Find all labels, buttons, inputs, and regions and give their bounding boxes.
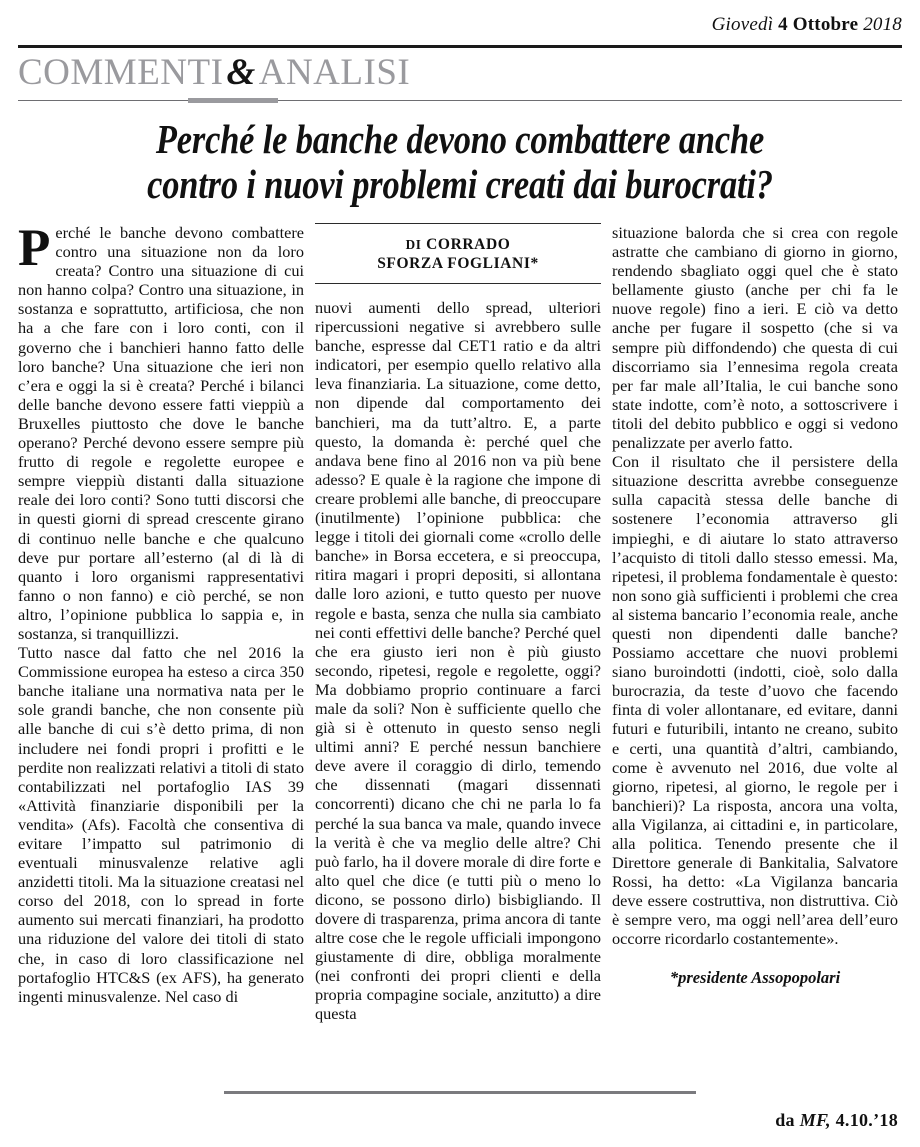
section-rule-thin <box>18 100 902 101</box>
dateline-weekday: Giovedì <box>711 14 774 35</box>
section-word-one: COMMENTI <box>18 52 224 93</box>
bottom-rule-container <box>18 1091 902 1094</box>
byline-text <box>315 224 601 283</box>
byline-rule-bottom <box>315 283 601 284</box>
headline-line-2: contro i nuovi problemi creati dai burocrati? <box>147 161 773 207</box>
column-one-body <box>18 219 304 1006</box>
dateline-year: 2018 <box>863 14 902 35</box>
column-two-body <box>315 298 601 1024</box>
byline-line-1 <box>315 235 601 254</box>
byline <box>315 223 601 284</box>
source-name: MF, <box>799 1110 831 1130</box>
byline-prefix: DI <box>405 237 422 252</box>
paragraph: situazione balorda che si crea con regole astratte che cambiano di giorno in giorno, rendendo sbagliato oggi quel che è stato bellamente giusto (anche per chi fa le nuove regole) fino a ieri. E ciò va detto anche per fugare il sospetto (che si va sempre più diffondendo) che questa di cui discorriamo sia l’ennesima regola creata per far male all’Italia, le cui banche sono state indotte, com’è noto, a sottoscrivere i titoli del debito pubblico e oggi si vedono penalizzate per averlo fatto. <box>612 223 898 453</box>
column-one <box>18 219 304 1006</box>
bottom-rule <box>224 1091 696 1094</box>
dateline-day: 4 <box>778 14 788 35</box>
byline-line-2: SFORZA FOGLIANI* <box>377 255 539 272</box>
paragraph: Perché le banche devono combattere contro una situazione non da loro creata? Contro una situazione di cui non hanno colpa? Contro una situazione, in sostanza e soprattutto, artificiosa, che non ha a che fare con i loro conti, con il governo che i banchieri hanno fatto delle loro banche? Una situazione che ieri non c’era e oggi la si è creata? Perché i bilanci delle banche devono essere fatti vieppiù a Bruxelles piuttosto che dove le banche operano? Perché devono essere sempre più frutto di regole e regolette europee e sempre vieppiù distanti dalla situazione reale dei loro conti? Sono tutti discorsi che in questi giorni di spread crescente girano di continuo nelle banche e che qualcuno deve pur portare all’esterno (al di là di quanto i loro organismi rappresentativi fanno o non fanno) e ciò perché, se non altro, l’opinione pubblica lo sappia e, in sostanza, si tranquillizzi. <box>18 219 304 643</box>
paragraph: nuovi aumenti dello spread, ulteriori ripercussioni negative si avrebbero sulle banche, espresse dal CET1 ratio e da altri indicatori, per esempio quello relativo alla leva finanziaria. La situazione, come detto, non dipende dal comportamento dei banchieri, ma da tutt’altro. E, a parte questo, la domanda è: perché quel che andava bene fino al 2016 non va più bene adesso? E quale è la ragione che impone di creare problemi alle banche, di preoccupare (inutilmente) l’opinione pubblica: che legge i titoli dei giornali come «crollo delle banche» in Borsa eccetera, e si preoccupa, ritira magari i propri depositi, si allontana dalle loro azioni, e tutto questo per nuove regole e basta, senza che nulla sia cambiato nei conti effettivi delle banche? Perché quel che era giusto ieri non è più giusto secondo, ripetesi, regole e regolette, oggi? Ma dobbiamo proprio continuare a farci male da soli? Non è sufficiente quello che già si è ottenuto in questo senso negli ultimi anni? E perché nessun banchiere deve avere il coraggio di dirlo, temendo che dissennati (magari dissennati concorrenti) dicano che chi ne parla lo fa perché la sua banca va male, quando invece la verità è che va meglio delle altre? Chi può farlo, ha il dovere morale di dire forte e alto quel che dice (e tutti più o meno lo dicono, se possono dirlo) bisbigliando. Il dovere di trasparenza, prima ancora di tante altre cose che le regole ufficiali impongono giustamente di dire, obbliga moralmente (nei confronti dei propri clienti e della propria compagine sociale, anzitutto) a dire questa <box>315 298 601 1024</box>
author-credit: *presidente Assopopolari <box>669 967 841 987</box>
paragraph: Con il risultato che il persistere della situazione descritta avrebbe conseguenze sulla capacità stessa delle banche di sostenere l’economia attraverso gli impieghi, e di aiutare lo stato attraverso l’acquisto di titoli dallo stesso emessi. Ma, ripetesi, il problema fondamentale è questo: non sono già sufficienti i problemi che crea al sistema bancario l’economia reale, anche questi non dipendenti dalle banche? Possiamo accettare che nuovi problemi siano buroindotti (indotti, cioè, solo dalla burocrazia, da teste d’uovo che facendo finta di voler allontanare, ed evitare, danni futuri e futuribili, intanto ne creano, subito e certi, una quantità d’altri, cambiando, come è avvenuto nel 2016, due volte al giorno, ripetesi, al giorno, le regole per i banchieri)? La risposta, ancora una volta, alla Vigilanza, ai cittadini e, in particolare, alla politica. Tenendo presente che il Direttore generale di Bankitalia, Salvatore Rossi, ha detto: «La Vigilanza bancaria deve essere costruttiva, non distruttiva. Ciò è sempre vero, ma oggi nell’area dell’euro occorre ricordarlo costantemente». <box>612 452 898 949</box>
column-three <box>612 223 898 988</box>
source-date: 4.10.’18 <box>835 1110 898 1130</box>
top-rule <box>18 45 902 48</box>
source-prefix: da <box>775 1110 795 1130</box>
headline-line-1: Perché le banche devono combattere anche <box>155 116 765 162</box>
section-word-two: ANALISI <box>258 52 411 93</box>
section-header <box>18 50 902 98</box>
section-rule-accent <box>188 98 278 103</box>
section-rule <box>18 98 902 103</box>
dateline <box>18 0 902 42</box>
paragraph: Tutto nasce dal fatto che nel 2016 la Commissione europea ha esteso a circa 350 banche italiane una normativa nata per le sole grandi banche, che non consente più alle banche di cui s’è detto prima, di non includere nei fondi propri i profitti e le perdite non realizzati relativi a titoli di stato contabilizzati nel portafoglio IAS 39 «Attività finanziarie disponibili per la vendita» (Afs). Facoltà che consentiva di evitare l’impatto sul patrimonio di eventuali minusvalenze relative agli anzidetti titoli. Ma la situazione creatasi nel corso del 2018, con lo spread in forte aumento sui mercati finanziari, ha prodotto una riduzione del valore dei titoli di stato che, in caso di loro classificazione nel portafoglio HTC&S (ex AFS), ha generato ingenti minusvalenze. Nel caso di <box>18 643 304 1006</box>
source-attribution <box>775 1110 898 1131</box>
article-columns <box>18 219 902 1024</box>
dateline-month: Ottobre <box>792 14 859 35</box>
column-three-body <box>612 223 898 949</box>
byline-first-name: CORRADO <box>426 236 511 253</box>
section-ampersand: & <box>226 52 256 93</box>
section-title <box>18 50 902 96</box>
page-title <box>89 117 832 207</box>
column-two <box>315 223 601 1024</box>
